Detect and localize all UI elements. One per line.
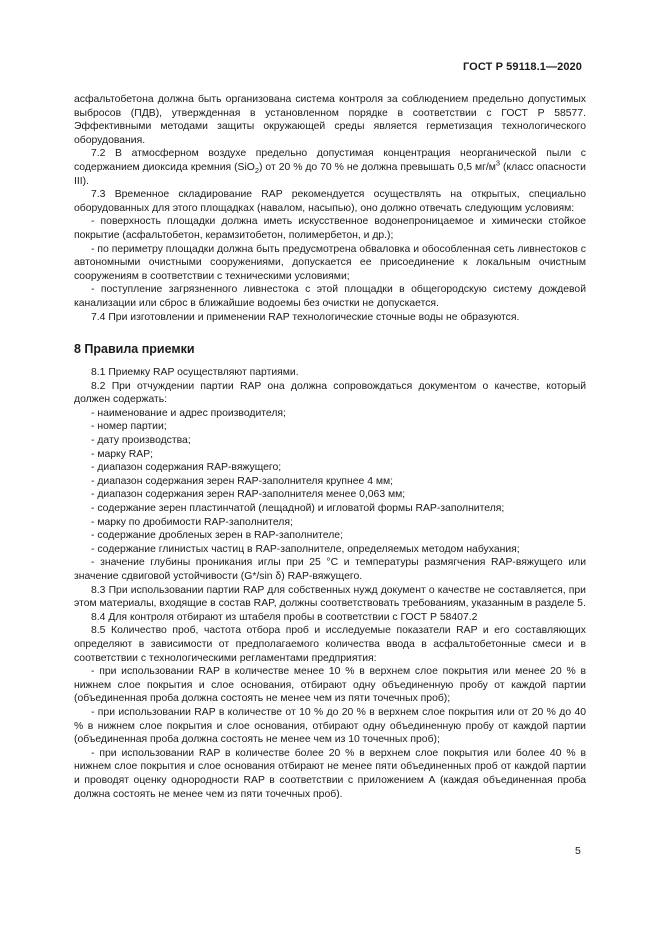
- paragraph-7-3: 7.3 Временное складирование RAP рекомендуется осуществлять на открытых, специально оборудованных для этого площадках (навалом, насыпью), оно должно отвечать следующим условиям:: [74, 189, 586, 214]
- list-item: - диапазон содержания RAP-вяжущего;: [91, 462, 282, 474]
- paragraph-8-1: 8.1 Приемку RAP осуществляют партиями.: [91, 367, 299, 379]
- superscript: 3: [495, 158, 501, 168]
- paragraph-8-3: 8.3 При использовании партии RAP для собственных нужд документ о качестве не составляется, при этом материалы, входящие в состав RAP, должны соответствовать требованиям, указанным в разделе 5.: [74, 584, 586, 610]
- page-number: 5: [575, 845, 581, 857]
- list-item: - при использовании RAP в количестве от 10 % до 20 % в верхнем слое покрытия или от 20 % до 40 % в нижнем слое покрытия и слое основания, отбирают одну объединенную пробу от каждой партии (объединенная проба должна состоять не менее чем из 10 точечных проб);: [74, 706, 586, 746]
- paragraph-8-2: 8.2 При отчуждении партии RAP она должна сопровождаться документом о качестве, который должен содержать:: [74, 380, 586, 406]
- list-item: - диапазон содержания зерен RAP-заполнителя крупнее 4 мм;: [91, 475, 394, 487]
- subscript: 2: [254, 166, 260, 176]
- list-item: - значение глубины проникания иглы при 25 °С и температуры размягчения RAP-вяжущего или значение сдвиговой устойчивости (G*/sin δ) RAP-вяжущего.: [74, 557, 586, 582]
- list-item: - при использовании RAP в количестве менее 10 % в верхнем слое покрытия или менее 20 % в нижнем слое покрытия и слое основания, отбирают одну объединенную пробу от каждой партии (объединенная проба должна состоять не менее чем из пяти точечных проб);: [74, 666, 586, 705]
- paragraph-7-1-continuation: асфальтобетона должна быть организована система контроля за соблюдением предельно допустимых выбросов (ПДВ), утвержденная в установленном порядке в соответствии с ГОСТ Р 58577. Эффективными методами защиты окружающей среды является герметизация технологического оборудования.: [74, 94, 586, 146]
- list-item: - номер партии;: [91, 421, 167, 433]
- list-item: - содержание глинистых частиц в RAP-заполнителе, определяемых методом набухания;: [91, 543, 520, 555]
- list-item: - марку RAP;: [91, 448, 154, 460]
- paragraph-7-4: 7.4 При изготовлении и применении RAP технологические сточные воды не образуются.: [91, 311, 520, 323]
- list-item: - поступление загрязненного ливнестока с этой площадки в общегородскую систему дождевой канализации или сброс в ближайшие водоемы без очистки не допускается.: [74, 284, 586, 309]
- list-item: - содержание зерен пластинчатой (лещадной) и игловатой формы RAP-заполнителя;: [91, 503, 505, 515]
- list-item: - дату производства;: [91, 435, 191, 447]
- list-item: - марку по дробимости RAP-заполнителя;: [91, 516, 293, 528]
- paragraph-7-2: 7.2 В атмосферном воздухе предельно допустимая концентрация неорганической пыли с содержанием диоксида кремния (SiO$_2$) от 20 % до 70 % не должна превышать 0,5 $мг/м^3$ (класс опасности III).: [74, 148, 586, 187]
- page-content: [74, 93, 586, 801]
- list-item: - по периметру площадки должна быть предусмотрена обваловка и обособленная сеть ливнестоков с автономными очистными сооружениями, допускается ее присоединение к локальным очистным сооружениям в соответствии с техническими условиями;: [74, 243, 586, 282]
- section-8-title: 8 Правила приемки: [74, 342, 195, 357]
- list-item: - при использовании RAP в количестве более 20 % в верхнем слое покрытия или более 40 % в нижнем слое покрытия и слое основания отбирают не менее пяти объединенных проб от каждой партии и проводят оценку однородности RAP в соответствии с приложением А (каждая объединенная проба должна состоять не менее чем из пяти точечных проб).: [74, 747, 586, 800]
- list-item: - диапазон содержания зерен RAP-заполнителя менее 0,063 мм;: [91, 489, 406, 501]
- list-item: - поверхность площадки должна иметь искусственное водонепроницаемое и химически стойкое покрытие (асфальтобетон, керамзитобетон, полимербетон, и др.);: [74, 216, 586, 241]
- standard-header: ГОСТ Р 59118.1—2020: [462, 61, 582, 73]
- paragraph-8-4: 8.4 Для контроля отбирают из штабеля пробы в соответствии с ГОСТ Р 58407.2: [91, 611, 478, 623]
- paragraph-8-5: 8.5 Количество проб, частота отбора проб и исследуемые показатели RAP и его составляющих определяют в зависимости от предполагаемого количества ввода в асфальтобетонные смеси и в соответствии с технологическими регламентами предприятия:: [74, 625, 586, 664]
- list-item: - наименование и адрес производителя;: [91, 407, 286, 419]
- list-item: - содержание дробленых зерен в RAP-заполнителе;: [91, 530, 343, 542]
